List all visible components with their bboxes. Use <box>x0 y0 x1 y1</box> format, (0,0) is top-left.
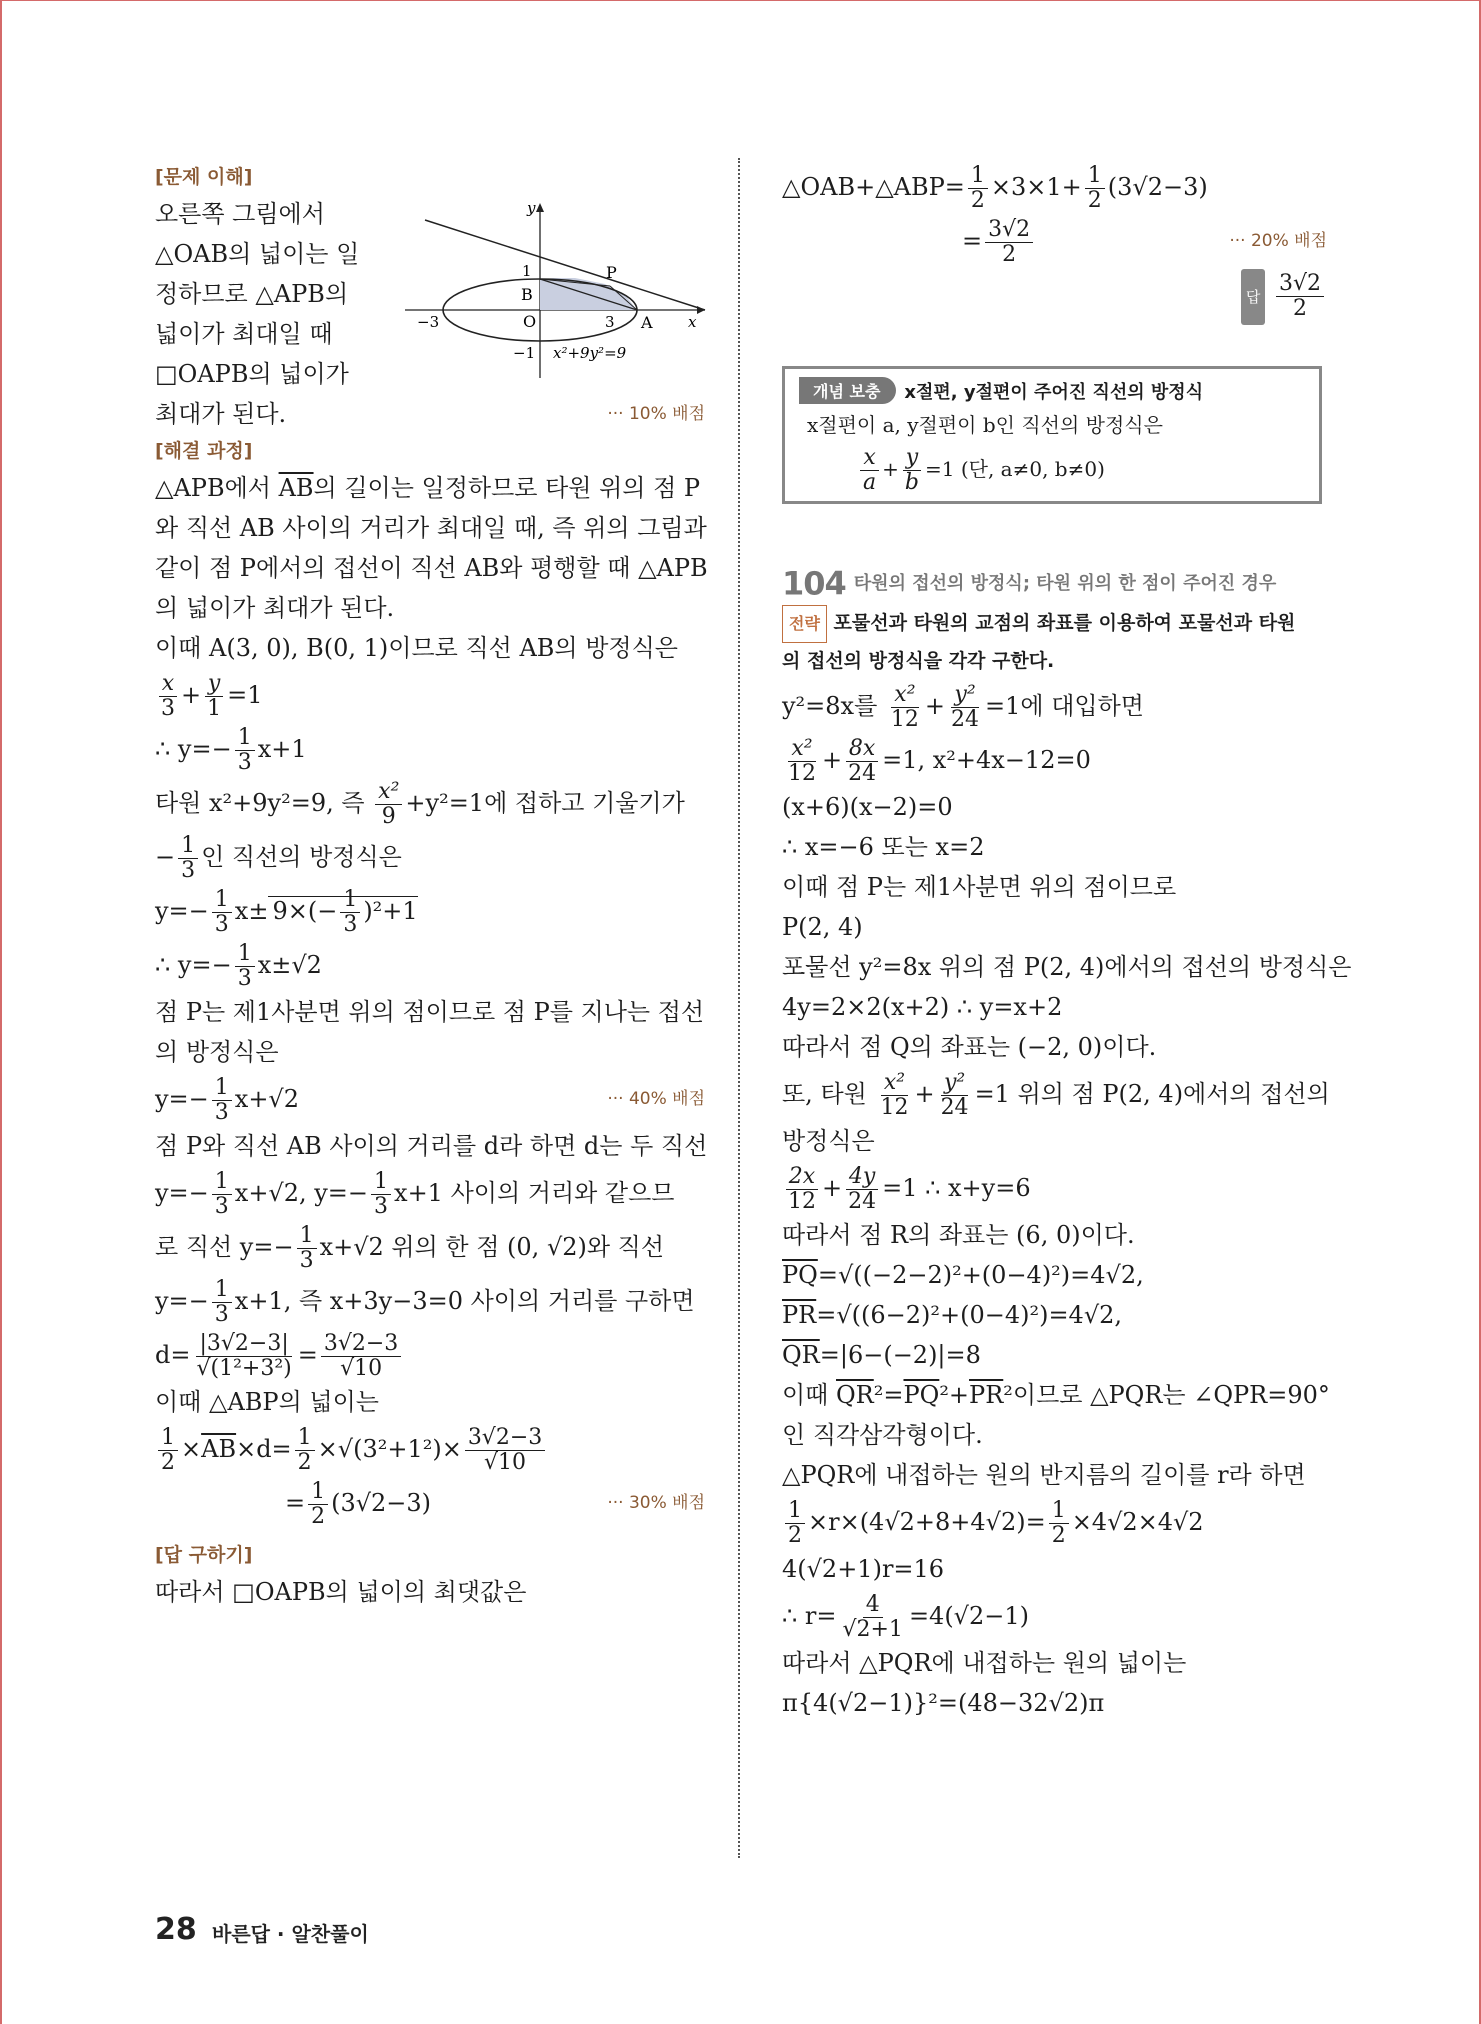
text: x± <box>234 897 269 925</box>
fraction <box>375 780 402 829</box>
denominator: a <box>863 470 877 495</box>
fraction <box>295 1426 315 1475</box>
numerator: 2x <box>786 1165 818 1190</box>
text: = <box>962 227 983 255</box>
text: (3√2−3) <box>1107 173 1208 201</box>
fraction <box>785 1499 805 1548</box>
segment-pr: $\overline{PR}$ <box>969 1380 1004 1409</box>
denominator: 3 <box>214 912 229 937</box>
text: =1 ∴ x+y=6 <box>882 1173 1031 1202</box>
fraction <box>938 1071 972 1120</box>
fraction <box>845 1165 879 1214</box>
page-edge-left <box>0 0 2 2024</box>
solve-line-14: 이때 △ABP의 넓이는 <box>155 1388 379 1416</box>
fraction <box>948 683 982 732</box>
text: △OAB+△ABP= <box>782 173 965 201</box>
fraction <box>1276 272 1324 321</box>
equation-line-ab: $\frac{x}{3}$ + $\frac{y}{1}$ =1 <box>155 668 705 722</box>
numerator: 1 <box>371 1170 391 1195</box>
denominator: 3 <box>214 1302 229 1327</box>
text: d= <box>155 1341 191 1369</box>
denominator: 2 <box>1051 1522 1066 1548</box>
segment-qr: $\overline{QR}$ <box>836 1380 874 1409</box>
fraction <box>877 1071 911 1120</box>
solve-line-13 <box>155 1274 705 1328</box>
denominator: 3 <box>343 912 358 937</box>
fraction <box>178 834 198 883</box>
solve-line-3: 같이 점 P에서의 접선이 직선 AB와 평행할 때 △APB <box>155 554 708 582</box>
text: ×√(3²+1²)× <box>317 1435 462 1463</box>
fig-label-x: x <box>688 313 697 331</box>
fraction <box>785 1165 819 1214</box>
fraction <box>212 1170 232 1219</box>
denominator: 3 <box>161 696 175 721</box>
denominator: √2+1 <box>842 1616 903 1642</box>
segment-pq: $\overline{PQ}$ <box>903 1380 940 1409</box>
column-divider <box>738 158 740 1858</box>
concept-badge: 개념 보충 <box>799 377 896 404</box>
denominator: 2 <box>1292 296 1307 321</box>
text: △APB에서 <box>155 474 279 502</box>
numerator: y² <box>941 1071 968 1096</box>
solve-line-2: 와 직선 AB 사이의 거리가 최대일 때, 즉 위의 그림과 <box>155 514 707 542</box>
text: × <box>181 1435 202 1463</box>
denominator: 3 <box>181 858 196 883</box>
equation-area-abp <box>155 1422 705 1476</box>
text: ∴ y=− <box>155 735 232 763</box>
solve-line-5: 이때 A(3, 0), B(0, 1)이므로 직선 AB의 방정식은 <box>155 634 678 662</box>
segment-pr: $\overline{PR}$ <box>782 1300 817 1329</box>
problem-number: 104 <box>782 564 846 603</box>
numerator: 1 <box>235 942 255 967</box>
denominator: 24 <box>940 1094 969 1120</box>
sol-line-8: 4y=2×2(x+2) ∴ y=x+2 <box>782 992 1063 1021</box>
fig-label-1: 1 <box>522 262 532 280</box>
text: =1 (단, a≠0, b≠0) <box>924 457 1105 481</box>
fraction <box>235 942 255 991</box>
text: 포물선과 타원의 교점의 좌표를 이용하여 포물선과 타원 <box>833 611 1296 634</box>
answer-tag: [답 구하기] <box>155 1544 253 1566</box>
numerator: 1 <box>212 1076 232 1101</box>
fraction <box>845 737 879 786</box>
equation-distance <box>155 1328 705 1382</box>
fig-label-P: P <box>606 263 617 282</box>
text: ²이므로 △PQR는 ∠QPR=90° <box>1003 1380 1330 1409</box>
right-column-top <box>782 160 1327 325</box>
footer-label: 바른답 · 알찬풀이 <box>212 1922 369 1946</box>
understand-line-text: 최대가 된다. <box>155 400 287 428</box>
sol-line-15 <box>782 1295 1327 1335</box>
fraction <box>1049 1499 1069 1548</box>
denominator: √10 <box>340 1356 383 1381</box>
fraction <box>371 1170 391 1219</box>
text: = <box>285 1489 306 1517</box>
text: 이때 <box>782 1380 836 1409</box>
fraction <box>212 1278 232 1327</box>
sqrt-body: 9×(− $\frac{1}{3}$ )²+1 <box>268 896 417 925</box>
numerator: 1 <box>158 1426 178 1451</box>
strategy-badge: 전략 <box>782 605 827 643</box>
sol-line-16 <box>782 1335 1327 1375</box>
fraction <box>968 164 988 213</box>
sol-line-17 <box>782 1375 1330 1415</box>
numerator: 1 <box>212 1278 232 1303</box>
concept-box <box>782 366 1322 504</box>
denominator: 3 <box>214 1194 229 1219</box>
concept-line-1: x절편이 a, y절편이 b인 직선의 방정식은 <box>807 413 1163 437</box>
numerator: 3√2 <box>985 218 1033 243</box>
denominator: 3 <box>374 1194 389 1219</box>
text: y=− <box>155 1085 209 1113</box>
sol-line-14 <box>782 1255 1327 1295</box>
denominator: 2 <box>970 188 985 213</box>
numerator: 4 <box>863 1593 883 1618</box>
sol-line-19: △PQR에 내접하는 원의 반지름의 길이를 r라 하면 <box>782 1460 1306 1489</box>
fig-label-A: A <box>641 313 653 332</box>
text: − <box>317 897 338 925</box>
numerator: 1 <box>340 888 360 913</box>
denominator: 12 <box>788 1188 816 1214</box>
numerator: 4y <box>846 1165 878 1190</box>
sol-line-11: 방정식은 <box>782 1126 875 1155</box>
sol-line-9: 따라서 점 Q의 좌표는 (−2, 0)이다. <box>782 1032 1157 1061</box>
text: =1 위의 점 P(2, 4)에서의 접선의 <box>974 1079 1330 1108</box>
denominator: 12 <box>880 1094 909 1120</box>
fraction <box>860 446 879 495</box>
sol-line-10: 또, 타원 $\frac{\text{x²}}{12}$ + $\frac{\text{y²}}{24}$ =1 위의 점 P(2, 4)에서의 접선의 <box>782 1069 1330 1120</box>
final-answer <box>782 268 1327 325</box>
points-30: ··· 30% 배점 <box>607 1493 705 1513</box>
denominator: 2 <box>1087 188 1102 213</box>
text: y=− <box>155 897 209 925</box>
solve-line-12 <box>155 1220 705 1274</box>
denominator: 1 <box>207 696 222 721</box>
numerator: 1 <box>785 1499 805 1524</box>
denominator: 24 <box>951 706 980 732</box>
numerator: 3√2−3 <box>321 1332 401 1357</box>
numerator: y² <box>951 683 978 708</box>
solve-line-7 <box>155 830 705 884</box>
text: ²+ <box>939 1380 970 1409</box>
denominator: b <box>904 470 919 495</box>
text: +y²=1에 접하고 기울기가 <box>405 789 685 817</box>
fig-label-y: y <box>527 200 536 217</box>
segment-qr: $\overline{QR}$ <box>782 1340 820 1369</box>
answer-badge: 답 <box>1241 269 1266 325</box>
equation-total-result <box>782 214 1327 268</box>
denominator: √10 <box>484 1450 527 1475</box>
text: =√((−2−2)²+(0−4)²)=4√2, <box>817 1260 1144 1289</box>
sol-line-2: $\frac{\text{x²}}{12}$ + $\frac{8x}{24}$ =1, x²+4x−12=0 <box>782 733 1327 787</box>
problem-104 <box>782 562 1352 1723</box>
fraction <box>1085 164 1105 213</box>
text: 9× <box>272 897 308 925</box>
understand-tag: [문제 이해] <box>155 166 253 188</box>
numerator: x² <box>881 1071 908 1096</box>
equation-line-ab-slope <box>155 722 705 776</box>
solve-line-10: 점 P와 직선 AB 사이의 거리를 d라 하면 d는 두 직선 <box>155 1132 708 1160</box>
segment-ab: $\overline{AB}$ <box>201 1435 237 1463</box>
numerator: 1 <box>1049 1499 1069 1524</box>
sol-line-20 <box>782 1495 1327 1549</box>
text: = <box>297 1341 318 1369</box>
text: 또, 타원 <box>782 1079 875 1108</box>
understand-line <box>155 394 705 434</box>
fraction <box>340 888 360 937</box>
page-number: 28 <box>155 1912 197 1947</box>
concept-title: x절편, y절편이 주어진 직선의 방정식 <box>904 381 1204 403</box>
segment-ab: $\overline{AB}$ <box>278 474 314 502</box>
denominator: 3 <box>237 750 252 775</box>
text: 로 직선 y=− <box>155 1233 294 1261</box>
denominator: 12 <box>788 760 816 786</box>
concept-equation: $\frac{x}{a}$ + $\frac{y}{b}$ =1 (단, a≠0, b≠0) <box>807 446 1305 495</box>
fraction <box>212 1076 232 1125</box>
text: y²=8x를 <box>782 691 885 720</box>
sol-line-4: ∴ x=−6 또는 x=2 <box>782 832 985 861</box>
understand-line: 정하므로 △APB의 <box>155 280 349 308</box>
numerator: 1 <box>968 164 988 189</box>
sol-line-18: 인 직각삼각형이다. <box>782 1420 983 1449</box>
numerator: 1 <box>235 726 255 751</box>
solve-line-9: 의 방정식은 <box>155 1038 279 1066</box>
solve-line-1 <box>155 468 705 508</box>
denominator: 24 <box>848 1188 877 1214</box>
equation-tangent-p <box>155 1072 705 1126</box>
sol-line-6: P(2, 4) <box>782 912 863 941</box>
understand-line: 오른쪽 그림에서 <box>155 200 325 228</box>
sol-line-22 <box>782 1589 1327 1643</box>
denominator: 2 <box>311 1504 326 1529</box>
fraction <box>902 446 922 495</box>
fraction <box>212 888 232 937</box>
sol-line-3: (x+6)(x−2)=0 <box>782 792 953 821</box>
numerator: 3√2−3 <box>465 1426 545 1451</box>
fraction <box>465 1426 545 1475</box>
fraction <box>235 726 255 775</box>
text: x+√2 위의 한 점 (0, √2)와 직선 <box>319 1233 665 1261</box>
points-40: ··· 40% 배점 <box>607 1089 705 1109</box>
fraction <box>308 1480 328 1529</box>
numerator: x² <box>891 683 918 708</box>
denominator: 3 <box>299 1248 314 1273</box>
sol-line-12: $\frac{2x}{12}$ + $\frac{4y}{24}$ =1 ∴ x+y=6 <box>782 1161 1327 1215</box>
numerator: x² <box>375 780 402 805</box>
numerator: 1 <box>212 1170 232 1195</box>
spacer <box>155 1530 705 1538</box>
page-edge-top <box>0 0 1481 1</box>
fraction <box>297 1224 317 1273</box>
numerator: 1 <box>295 1426 315 1451</box>
text: =1에 대입하면 <box>985 691 1144 720</box>
fraction <box>321 1332 401 1381</box>
numerator: 1 <box>308 1480 328 1505</box>
ellipse-figure <box>405 200 710 380</box>
fig-label-eq: x²+9y²=9 <box>553 344 627 362</box>
solve-line-6 <box>155 776 705 830</box>
text: x+1 사이의 거리와 같으므 <box>394 1179 675 1207</box>
text: ×4√2×4√2 <box>1071 1507 1204 1536</box>
sol-line-1: y²=8x를 $\frac{\text{x²}}{12}$ + $\frac{\text{y²}}{24}$ =1에 대입하면 <box>782 681 1144 732</box>
understand-line: □OAPB의 넓이가 <box>155 360 349 388</box>
text: ∴ y=− <box>155 951 232 979</box>
equation-area-result <box>155 1476 705 1530</box>
text: y=− <box>155 1287 209 1315</box>
answer-line: 따라서 □OAPB의 넓이의 최댓값은 <box>155 1578 527 1606</box>
text: ×r×(4√2+8+4√2)= <box>808 1507 1046 1536</box>
segment-pq: $\overline{PQ}$ <box>782 1260 818 1289</box>
points-20: ··· 20% 배점 <box>1229 231 1327 251</box>
numerator: x² <box>788 737 815 762</box>
denominator: 2 <box>788 1522 802 1548</box>
strategy-line-1 <box>782 605 1327 643</box>
numerator: y <box>903 446 921 471</box>
denominator: 24 <box>848 760 877 786</box>
text: x+√2 <box>234 1085 299 1113</box>
text: =4(√2−1) <box>908 1601 1029 1630</box>
equation-total-area <box>782 160 1327 214</box>
fraction <box>158 672 178 721</box>
text: x+√2, y=− <box>234 1179 369 1207</box>
text: 인 직선의 방정식은 <box>201 843 402 871</box>
text: =1 <box>227 681 263 709</box>
fig-label-B: B <box>521 285 533 304</box>
text: ∴ r= <box>782 1601 837 1630</box>
denominator: 2 <box>161 1450 175 1475</box>
text: (3√2−3) <box>331 1489 432 1517</box>
solve-line-11 <box>155 1166 705 1220</box>
equation-tangent-pm <box>155 938 705 992</box>
strategy-line-2: 의 접선의 방정식을 각각 구한다. <box>782 649 1055 672</box>
fraction <box>785 737 819 786</box>
numerator: 1 <box>1085 164 1105 189</box>
text: =|6−(−2)|=8 <box>819 1340 981 1369</box>
text: ²= <box>873 1380 904 1409</box>
text: − <box>155 843 176 871</box>
text: 타원 x²+9y²=9, 즉 <box>155 789 373 817</box>
text: x±√2 <box>257 951 322 979</box>
text: =√((6−2)²+(0−4)²)=4√2, <box>816 1300 1123 1329</box>
sol-line-23: 따라서 △PQR에 내접하는 원의 넓이는 <box>782 1648 1187 1677</box>
text: y=− <box>155 1179 209 1207</box>
numerator: 1 <box>297 1224 317 1249</box>
fraction <box>158 1426 178 1475</box>
sol-line-21: 4(√2+1)r=16 <box>782 1554 945 1583</box>
numerator: 8x <box>846 737 878 762</box>
problem-header <box>782 562 1327 605</box>
numerator: |3√2−3| <box>196 1332 291 1357</box>
y-axis-arrow <box>536 203 544 212</box>
points-10: ··· 10% 배점 <box>607 404 705 424</box>
fraction <box>193 1332 294 1381</box>
numerator: x <box>159 672 177 697</box>
equation-tangent-general <box>155 884 705 938</box>
understand-line: △OAB의 넓이는 일 <box>155 240 360 268</box>
denominator: 3 <box>237 966 252 991</box>
sol-line-24: π{4(√2−1)}²=(48−32√2)π <box>782 1688 1105 1717</box>
numerator: y <box>205 672 223 697</box>
fig-label-m1: −1 <box>513 344 536 362</box>
denominator: 9 <box>381 804 396 829</box>
text: x+1 <box>257 735 307 763</box>
denominator: 2 <box>297 1450 312 1475</box>
fraction <box>888 683 922 732</box>
fig-label-O: O <box>523 312 537 331</box>
numerator: 1 <box>212 888 232 913</box>
understand-line: 넓이가 최대일 때 <box>155 320 333 348</box>
text: +1 <box>382 897 418 925</box>
denominator: √(1²+3²) <box>196 1356 292 1381</box>
fig-label-3: 3 <box>605 313 615 331</box>
denominator: 3 <box>214 1100 229 1125</box>
fraction <box>839 1593 905 1642</box>
text: 의 길이는 일정하므로 타원 위의 점 P <box>313 474 701 502</box>
fraction <box>204 672 224 721</box>
text: ×3×1+ <box>990 173 1082 201</box>
solve-line-8: 점 P는 제1사분면 위의 점이므로 점 P를 지나는 접선 <box>155 998 705 1026</box>
sol-line-7: 포물선 y²=8x 위의 점 P(2, 4)에서의 접선의 방정식은 <box>782 952 1352 981</box>
denominator: 2 <box>1002 242 1017 267</box>
numerator: 3√2 <box>1276 272 1324 297</box>
problem-title: 타원의 접선의 방정식; 타원 위의 한 점이 주어진 경우 <box>853 572 1277 594</box>
text: x+1, 즉 x+3y−3=0 사이의 거리를 구하면 <box>234 1287 695 1315</box>
fraction <box>985 218 1033 267</box>
numerator: x <box>860 446 878 471</box>
numerator: 1 <box>178 834 198 859</box>
denominator: 12 <box>890 706 919 732</box>
sol-line-5: 이때 점 P는 제1사분면 위의 점이므로 <box>782 872 1177 901</box>
solve-tag: [해결 과정] <box>155 440 253 462</box>
solve-line-4: 의 넓이가 최대가 된다. <box>155 594 395 622</box>
text: =1, x²+4x−12=0 <box>882 745 1091 774</box>
text: ×d= <box>236 1435 292 1463</box>
sol-line-13: 따라서 점 R의 좌표는 (6, 0)이다. <box>782 1220 1135 1249</box>
fig-label-m3: −3 <box>417 313 440 331</box>
